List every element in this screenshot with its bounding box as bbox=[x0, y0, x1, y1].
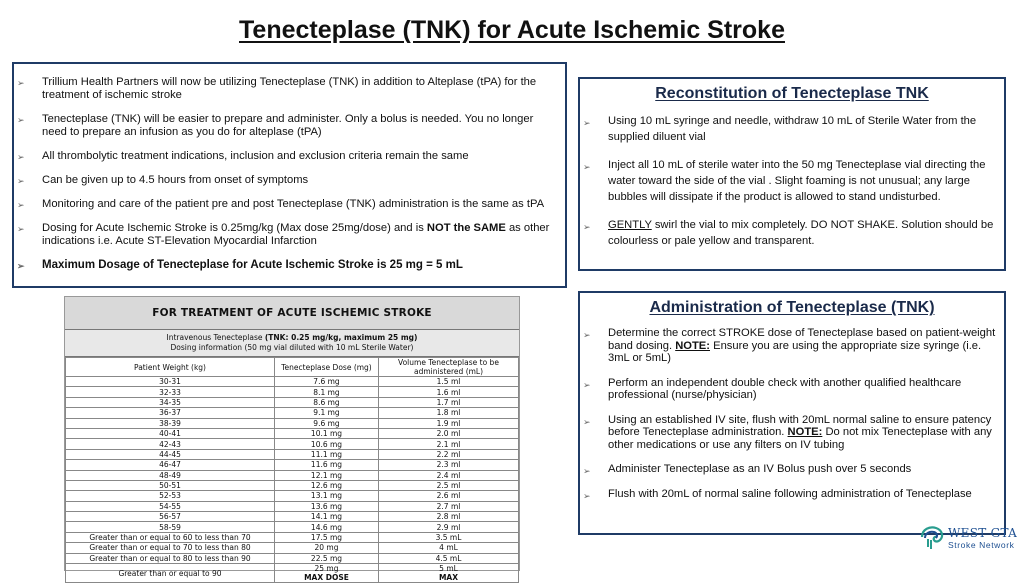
dose-cell: 8.6 mg bbox=[275, 397, 379, 407]
volume-cell: 2.3 ml bbox=[379, 460, 519, 470]
weight-cell: 36-37 bbox=[66, 408, 275, 418]
volume-cell: 1.7 ml bbox=[379, 397, 519, 407]
arrow-bullet-icon: ➢ bbox=[17, 200, 25, 210]
intro-item-dosing: ➢ Dosing for Acute Ischemic Stroke is 0.25mg/kg (Max dose 25mg/dose) and is NOT the SAME as other indications i.e. Acute ST-Elevation Myocardial Infarction bbox=[17, 222, 550, 247]
table-row bbox=[66, 418, 519, 428]
weight-cell: 58-59 bbox=[66, 522, 275, 532]
column-header-volume: Volume Tenecteplase to be administered (mL) bbox=[379, 358, 519, 377]
logo-line1: WEST GTA bbox=[948, 526, 1018, 540]
volume-cell: 1.8 ml bbox=[379, 408, 519, 418]
weight-cell: 46-47 bbox=[66, 460, 275, 470]
table-row bbox=[66, 532, 519, 542]
administration-item: ➢ Using an established IV site, flush with 20mL normal saline to ensure patency before Tenecteplase administration. NOTE: Do not mix Tenecteplase with any other medications or use any filters on IV tubing bbox=[583, 413, 992, 451]
west-gta-stroke-network-logo bbox=[918, 523, 1018, 553]
volume-cell: 4.5 mL bbox=[379, 553, 519, 563]
arrow-bullet-icon: ➢ bbox=[17, 224, 25, 234]
dose-cell: 10.6 mg bbox=[275, 439, 379, 449]
weight-cell: Greater than or equal to 60 to less than 70 bbox=[66, 532, 275, 542]
volume-cell: 2.9 ml bbox=[379, 522, 519, 532]
arrow-bullet-icon: ➢ bbox=[583, 330, 591, 340]
volume-cell: 2.2 ml bbox=[379, 449, 519, 459]
table-row bbox=[66, 460, 519, 470]
reconstitution-item: ➢ Using 10 mL syringe and needle, withdraw 10 mL of Sterile Water from the supplied diluent vial bbox=[583, 115, 977, 143]
arrow-bullet-icon: ➢ bbox=[583, 222, 591, 232]
logo-line2: Stroke Network bbox=[948, 540, 1015, 550]
reconstitution-item: ➢ Inject all 10 mL of sterile water into the 50 mg Tenecteplase vial directing the water toward the side of the vial . Slight foaming is not unusual; any large bubbles will dissipate if the product is allowed to stand undisturbed. bbox=[583, 159, 986, 203]
dose-cell: 7.6 mg bbox=[275, 377, 379, 387]
reconstitution-title: Reconstitution of Tenecteplase TNK bbox=[655, 85, 929, 102]
table-row bbox=[66, 397, 519, 407]
volume-cell: 1.9 ml bbox=[379, 418, 519, 428]
dose-cell: 8.1 mg bbox=[275, 387, 379, 397]
dose-cell: 10.1 mg bbox=[275, 428, 379, 438]
table-row bbox=[66, 439, 519, 449]
column-header-weight: Patient Weight (kg) bbox=[66, 358, 275, 377]
administration-item: ➢ Flush with 20mL of normal saline following administration of Tenecteplase bbox=[583, 487, 972, 501]
weight-cell: 32-33 bbox=[66, 387, 275, 397]
intro-item-max-dosage: ➢ Maximum Dosage of Tenecteplase for Acute Ischemic Stroke is 25 mg = 5 mL bbox=[17, 259, 463, 271]
table-row bbox=[66, 449, 519, 459]
intro-item: ➢ Trillium Health Partners will now be utilizing Tenecteplase (TNK) in addition to Alteplase (tPA) for the treatment of ischemic stroke bbox=[17, 76, 537, 101]
dose-cell: 11.1 mg bbox=[275, 449, 379, 459]
arrow-bullet-icon: ➢ bbox=[17, 78, 25, 88]
dose-cell: 13.1 mg bbox=[275, 491, 379, 501]
weight-cell: Greater than or equal to 90 bbox=[66, 564, 275, 583]
dose-table-subheader: Intravenous Tenecteplase (TNK: 0.25 mg/kg, maximum 25 mg) Dosing information (50 mg vial diluted with 10 mL Sterile Water) bbox=[65, 330, 519, 357]
intro-panel bbox=[12, 62, 567, 288]
page-title: Tenecteplase (TNK) for Acute Ischemic Stroke bbox=[239, 16, 785, 44]
dose-cell: 20 mg bbox=[275, 543, 379, 553]
weight-cell: 52-53 bbox=[66, 491, 275, 501]
weight-cell: 40-41 bbox=[66, 428, 275, 438]
dose-table-header: FOR TREATMENT OF ACUTE ISCHEMIC STROKE bbox=[65, 297, 519, 330]
weight-cell: 48-49 bbox=[66, 470, 275, 480]
dose-cell: 12.6 mg bbox=[275, 480, 379, 490]
dose-cell: 9.6 mg bbox=[275, 418, 379, 428]
weight-cell: Greater than or equal to 80 to less than 90 bbox=[66, 553, 275, 563]
reconstitution-item: ➢ GENTLY swirl the vial to mix completely. DO NOT SHAKE. Solution should be colourless or pale yellow and transparent. bbox=[583, 219, 994, 247]
table-row bbox=[66, 491, 519, 501]
arrow-bullet-icon: ➢ bbox=[17, 115, 25, 125]
table-row bbox=[66, 470, 519, 480]
dose-cell: 9.1 mg bbox=[275, 408, 379, 418]
arrow-bullet-icon: ➢ bbox=[583, 162, 591, 172]
reconstitution-panel bbox=[578, 77, 1006, 271]
dose-cell: 17.5 mg bbox=[275, 532, 379, 542]
arrow-bullet-icon: ➢ bbox=[583, 466, 591, 476]
intro-item: ➢ Monitoring and care of the patient pre and post Tenecteplase (TNK) administration is the same as tPA bbox=[17, 198, 545, 210]
administration-item: ➢ Administer Tenecteplase as an IV Bolus push over 5 seconds bbox=[583, 463, 912, 476]
administration-panel bbox=[578, 291, 1006, 535]
weight-cell: 42-43 bbox=[66, 439, 275, 449]
table-row bbox=[66, 501, 519, 511]
weight-cell: 54-55 bbox=[66, 501, 275, 511]
table-row bbox=[66, 428, 519, 438]
dose-cell: 14.1 mg bbox=[275, 512, 379, 522]
table-row bbox=[66, 553, 519, 563]
table-row bbox=[66, 387, 519, 397]
dose-cell: 14.6 mg bbox=[275, 522, 379, 532]
table-row bbox=[66, 480, 519, 490]
table-row bbox=[66, 543, 519, 553]
dose-cell: 12.1 mg bbox=[275, 470, 379, 480]
table-row bbox=[66, 512, 519, 522]
arrow-bullet-icon: ➢ bbox=[583, 379, 591, 390]
dose-table bbox=[65, 357, 519, 583]
arrow-bullet-icon: ➢ bbox=[17, 152, 25, 162]
dose-cell: 22.5 mg bbox=[275, 553, 379, 563]
volume-cell: 3.5 mL bbox=[379, 532, 519, 542]
administration-item: ➢ Determine the correct STROKE dose of Tenecteplase based on patient-weight band dosing. NOTE: Ensure you are using the appropriate size syringe (i.e. 3mL or 5mL) bbox=[583, 327, 996, 364]
weight-cell: Greater than or equal to 70 to less than 80 bbox=[66, 543, 275, 553]
weight-cell: 34-35 bbox=[66, 397, 275, 407]
volume-cell: 2.1 ml bbox=[379, 439, 519, 449]
brain-logo-icon bbox=[918, 523, 946, 551]
volume-cell: 2.5 ml bbox=[379, 480, 519, 490]
weight-cell: 38-39 bbox=[66, 418, 275, 428]
arrow-bullet-icon: ➢ bbox=[583, 416, 591, 427]
column-header-dose: Tenecteplase Dose (mg) bbox=[275, 358, 379, 377]
table-row bbox=[66, 408, 519, 418]
arrow-bullet-icon: ➢ bbox=[583, 490, 591, 501]
volume-cell: 2.8 ml bbox=[379, 512, 519, 522]
arrow-bullet-icon: ➢ bbox=[17, 176, 25, 186]
intro-item: ➢ Can be given up to 4.5 hours from onset of symptoms bbox=[17, 174, 309, 186]
volume-cell: 5 mL MAX bbox=[379, 564, 519, 583]
volume-cell: 2.0 ml bbox=[379, 428, 519, 438]
weight-cell: 44-45 bbox=[66, 449, 275, 459]
volume-cell: 2.4 ml bbox=[379, 470, 519, 480]
weight-cell: 50-51 bbox=[66, 480, 275, 490]
volume-cell: 2.7 ml bbox=[379, 501, 519, 511]
dose-cell: 13.6 mg bbox=[275, 501, 379, 511]
table-row bbox=[66, 564, 519, 583]
volume-cell: 1.5 ml bbox=[379, 377, 519, 387]
weight-cell: 56-57 bbox=[66, 512, 275, 522]
intro-item: ➢ All thrombolytic treatment indications, inclusion and exclusion criteria remain the same bbox=[17, 150, 469, 162]
table-row bbox=[66, 522, 519, 532]
administration-item: ➢ Perform an independent double check with another qualified healthcare professional (nurse/physician) bbox=[583, 376, 962, 401]
dose-table-panel bbox=[64, 296, 520, 583]
arrow-bullet-icon: ➢ bbox=[583, 118, 591, 128]
dose-cell: 25 mg MAX DOSE bbox=[275, 564, 379, 583]
table-row bbox=[66, 377, 519, 387]
volume-cell: 2.6 ml bbox=[379, 491, 519, 501]
volume-cell: 4 mL bbox=[379, 543, 519, 553]
dose-cell: 11.6 mg bbox=[275, 460, 379, 470]
volume-cell: 1.6 ml bbox=[379, 387, 519, 397]
weight-cell: 30-31 bbox=[66, 377, 275, 387]
administration-title: Administration of Tenecteplase (TNK) bbox=[649, 299, 935, 316]
intro-item: ➢ Tenecteplase (TNK) will be easier to prepare and administer. Only a bolus is needed. You no longer need to prepare an infusion as you do for alteplase (tPA) bbox=[17, 113, 534, 138]
arrow-bullet-icon: ➢ bbox=[17, 261, 25, 271]
